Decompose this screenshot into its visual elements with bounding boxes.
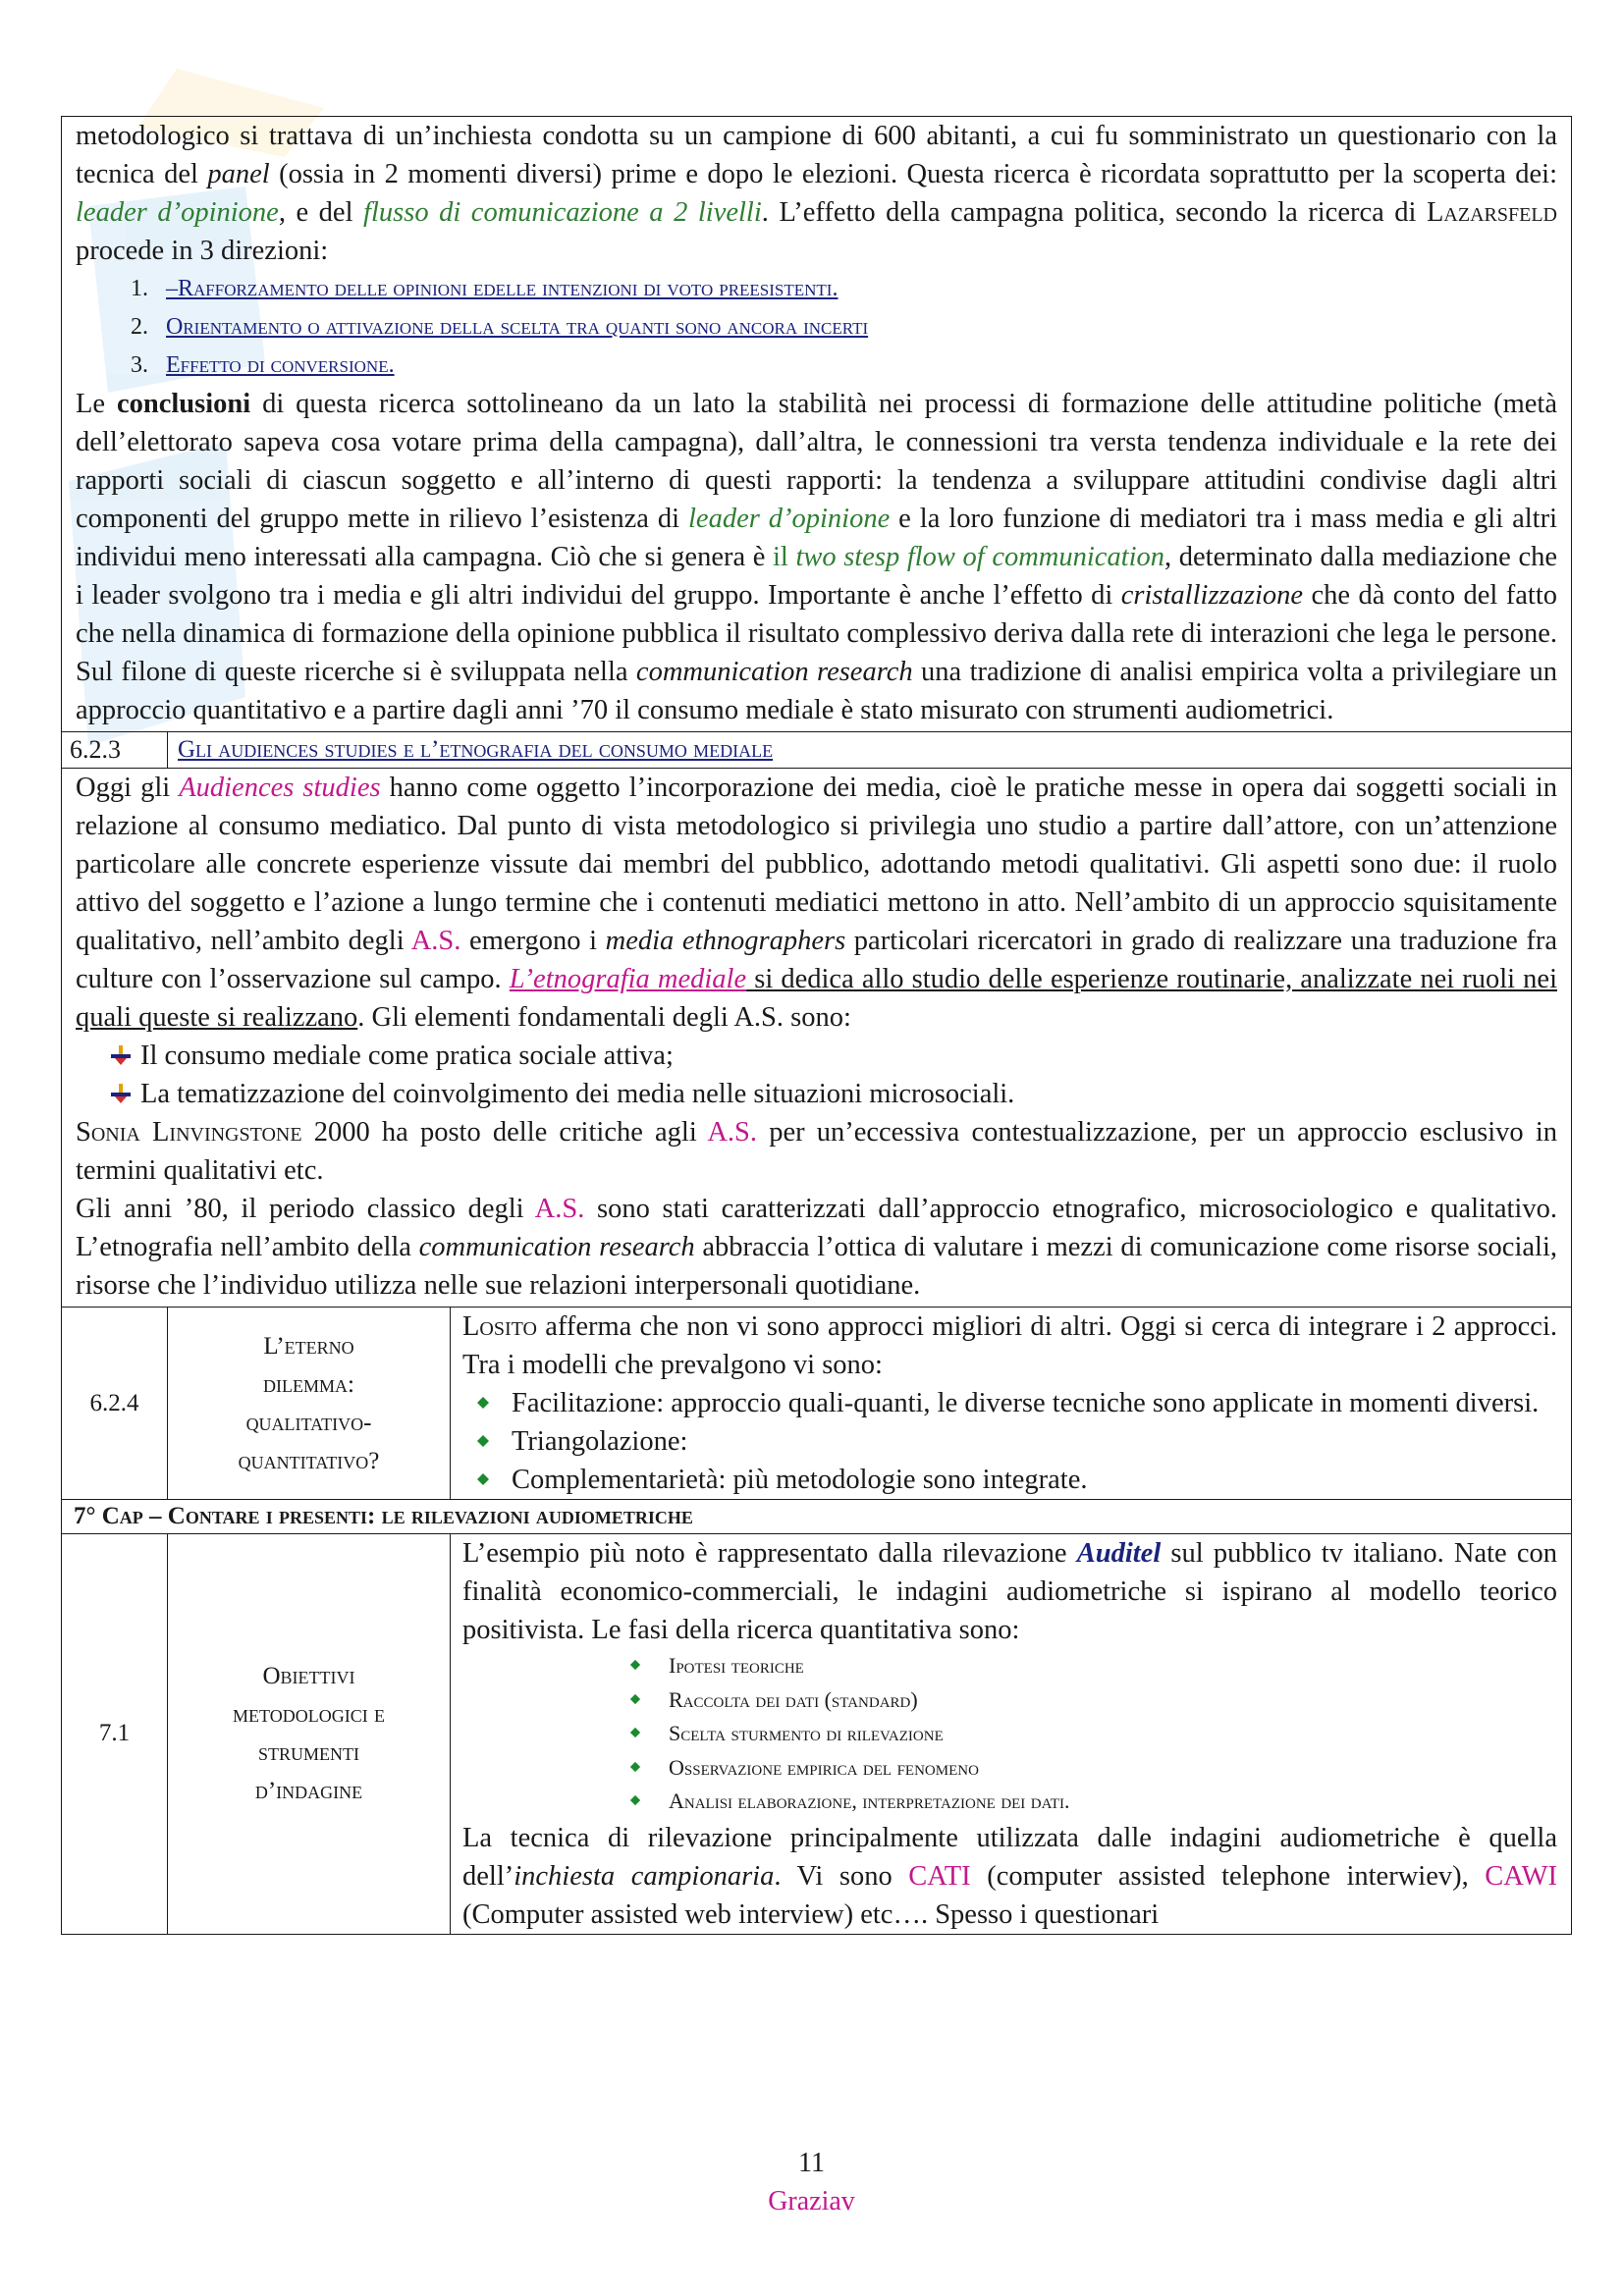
eighties-paragraph: Gli anni ’80, il periodo classico degli A.S. sono stati caratterizzati dall’approccio etnografico, microsociologico e qualitativo. L’etnografia nell’ambito della communication research abbraccia l’ottica di valutare i mezzi di comunicazione come risorse sociali, risorse che l’individuo utilizza nelle sue relazioni interpersonali quotidiane. [76,1194,1557,1301]
section-number: 6.2.3 [62,732,168,769]
lazarsfeld-paragraph: metodologico si trattava di un’inchiesta condotta su un campione di 600 abitanti, a cui fu somministrato un questionario con la tecnica del panel (ossia in 2 momenti diversi) prime e dopo le elezioni. Questa ricerca è ricordata soprattutto per la scoperta dei: leader d’opinione, e del flusso di comunicazione a 2 livelli. L’effetto della campagna politica, secondo la ricerca di Lazarsfeld procede in 3 direzioni: [76,121,1557,266]
section-label: L’eterno dilemma: qualitativo- quantitativo? [168,1308,451,1500]
list-item: Raccolta dei dati (standard) [629,1683,1557,1718]
list-item: 1. –Rafforzamento delle opinioni edelle intenzioni di voto preesistenti. [154,270,1557,308]
diamond-bullet-icon [629,1659,641,1671]
list-item: Ipotesi teoriche [629,1649,1557,1683]
section-6-2-2-row [62,117,1572,732]
diamond-bullet-icon [629,1693,641,1705]
list-item: Il consumo mediale come pratica sociale attiva; [111,1037,1557,1075]
as-elements-list [76,1037,1557,1113]
list-item: La tematizzazione del coinvolgimento dei media nelle situazioni microsociali. [111,1075,1557,1113]
document-page [61,116,1571,1935]
section-number: 7.1 [62,1534,168,1935]
models-list [462,1384,1557,1499]
chapter-7-heading-row [62,1500,1572,1534]
diamond-bullet-icon [629,1761,641,1773]
diamond-bullet-icon [476,1472,490,1486]
arrow-bullet-icon [111,1045,131,1065]
list-item: 2. Orientamento o attivazione della scelta tra quanti sono ancora incerti [154,308,1557,347]
list-item: Complementarietà: più metodologie sono integrate. [474,1461,1557,1499]
section-6-2-3-heading-row [62,732,1572,769]
losito-paragraph: Losito afferma che non vi sono approcci migliori di altri. Oggi si cerca di integrare i 2 approcci. Tra i modelli che prevalgono vi sono: [462,1311,1557,1380]
livingstone-paragraph: Sonia Linvingstone 2000 ha posto delle critiche agli A.S. per un’eccessiva contestualizzazione, per un approccio esclusivo in termini qualitativi etc. [76,1117,1557,1186]
list-item: 3. Effetto di conversione. [154,347,1557,385]
section-7-1-row [62,1534,1572,1935]
list-item: Osservazione empirica del fenomeno [629,1751,1557,1786]
campaign-effects-list [76,270,1557,385]
list-item: Scelta sturmento di rilevazione [629,1717,1557,1751]
research-phases-list [462,1649,1557,1819]
section-6-2-3-body-row [62,769,1572,1308]
page-number: 11 [798,2148,825,2178]
section-6-2-4-row [62,1308,1572,1500]
list-item: Analisi elaborazione, interpretazione dei dati. [629,1785,1557,1819]
content-table [61,116,1572,1935]
cati-paragraph: La tecnica di rilevazione principalmente utilizzata dalle indagini audiometriche è quella dell’inchiesta campionaria. Vi sono CATI (computer assisted telephone interwiev), CAWI (Computer assisted web interview) etc…. Spesso i questionari [462,1822,1557,1930]
list-item: Triangolazione: [474,1422,1557,1461]
arrow-bullet-icon [111,1084,131,1103]
conclusions-paragraph: Le conclusioni di questa ricerca sottolineano da un lato la stabilità nei processi di formazione delle attitudine politiche (metà dell’elettorato sapeva cosa votare prima della campagna), dall’altra, le connessioni tra versta tendenza individuale e la rete dei rapporti sociali di ciascun soggetto e all’interno di questi rapporti: la tendenza a sviluppare attitudini condivise dagli altri componenti del gruppo mette in rilievo l’esistenza di leader d’opinione e la loro funzione di mediatori tra i mass media e gli altri individui meno interessati alla campagna. Ciò che si genera è il two stesp flow of communication, determinato dalla mediazione che i leader svolgono tra i media e gli altri individui del gruppo. Importante è anche l’effetto di cristallizzazione che dà conto del fatto che nella dinamica di formazione della opinione pubblica il risultato complessivo deriva dalla rete di interazioni che lega le persone. Sul filone di queste ricerche si è sviluppata nella communication research una tradizione di analisi empirica volta a privilegiare un approccio quantitativo e a partire dagli anni ’70 il consumo mediale è stato misurato con strumenti audiometrici. [76,389,1557,725]
author-footer: Graziav [768,2186,855,2216]
chapter-heading: 7° Cap – Contare i presenti: le rilevazioni audiometriche [62,1500,1572,1534]
section-number: 6.2.4 [62,1308,168,1500]
section-label: Obiettivi metodologici e strumenti d’indagine [168,1534,451,1935]
audiences-paragraph: Oggi gli Audiences studies hanno come oggetto l’incorporazione dei media, cioè le pratiche messe in opera dai soggetti sociali in relazione al consumo mediatico. Dal punto di vista metodologico si privilegia uno studio a partire dall’attore, con un’attenzione particolare alle concrete esperienze vissute dai membri del pubblico, adottando metodi qualitativi. Gli aspetti sono due: il ruolo attivo del soggetto e l’azione a lungo termine che i contenuti mediatici mettono in atto. Nell’ambito di un approccio squisitamente qualitativo, nell’ambito degli A.S. emergono i media ethnographers particolari ricercatori in grado di realizzare una traduzione fra culture con l’osservazione sul campo. L’etnografia mediale si dedica allo studio delle esperienze routinarie, analizzate nei ruoli nei quali queste si realizzano. Gli elementi fondamentali degli A.S. sono: [76,773,1558,1033]
section-title: Gli audiences studies e l’etnografia del consumo mediale [168,732,1572,769]
diamond-bullet-icon [476,1434,490,1448]
list-item: Facilitazione: approccio quali-quanti, le diverse tecniche sono applicate in momenti diversi. [474,1384,1557,1422]
diamond-bullet-icon [629,1727,641,1738]
auditel-paragraph: L’esempio più noto è rappresentato dalla rilevazione Auditel sul pubblico tv italiano. Nate con finalità economico-commerciali, le indagini audiometriche si ispirano al modello teorico positivista. Le fasi della ricerca quantitativa sono: [462,1538,1557,1645]
diamond-bullet-icon [629,1794,641,1806]
diamond-bullet-icon [476,1396,490,1410]
